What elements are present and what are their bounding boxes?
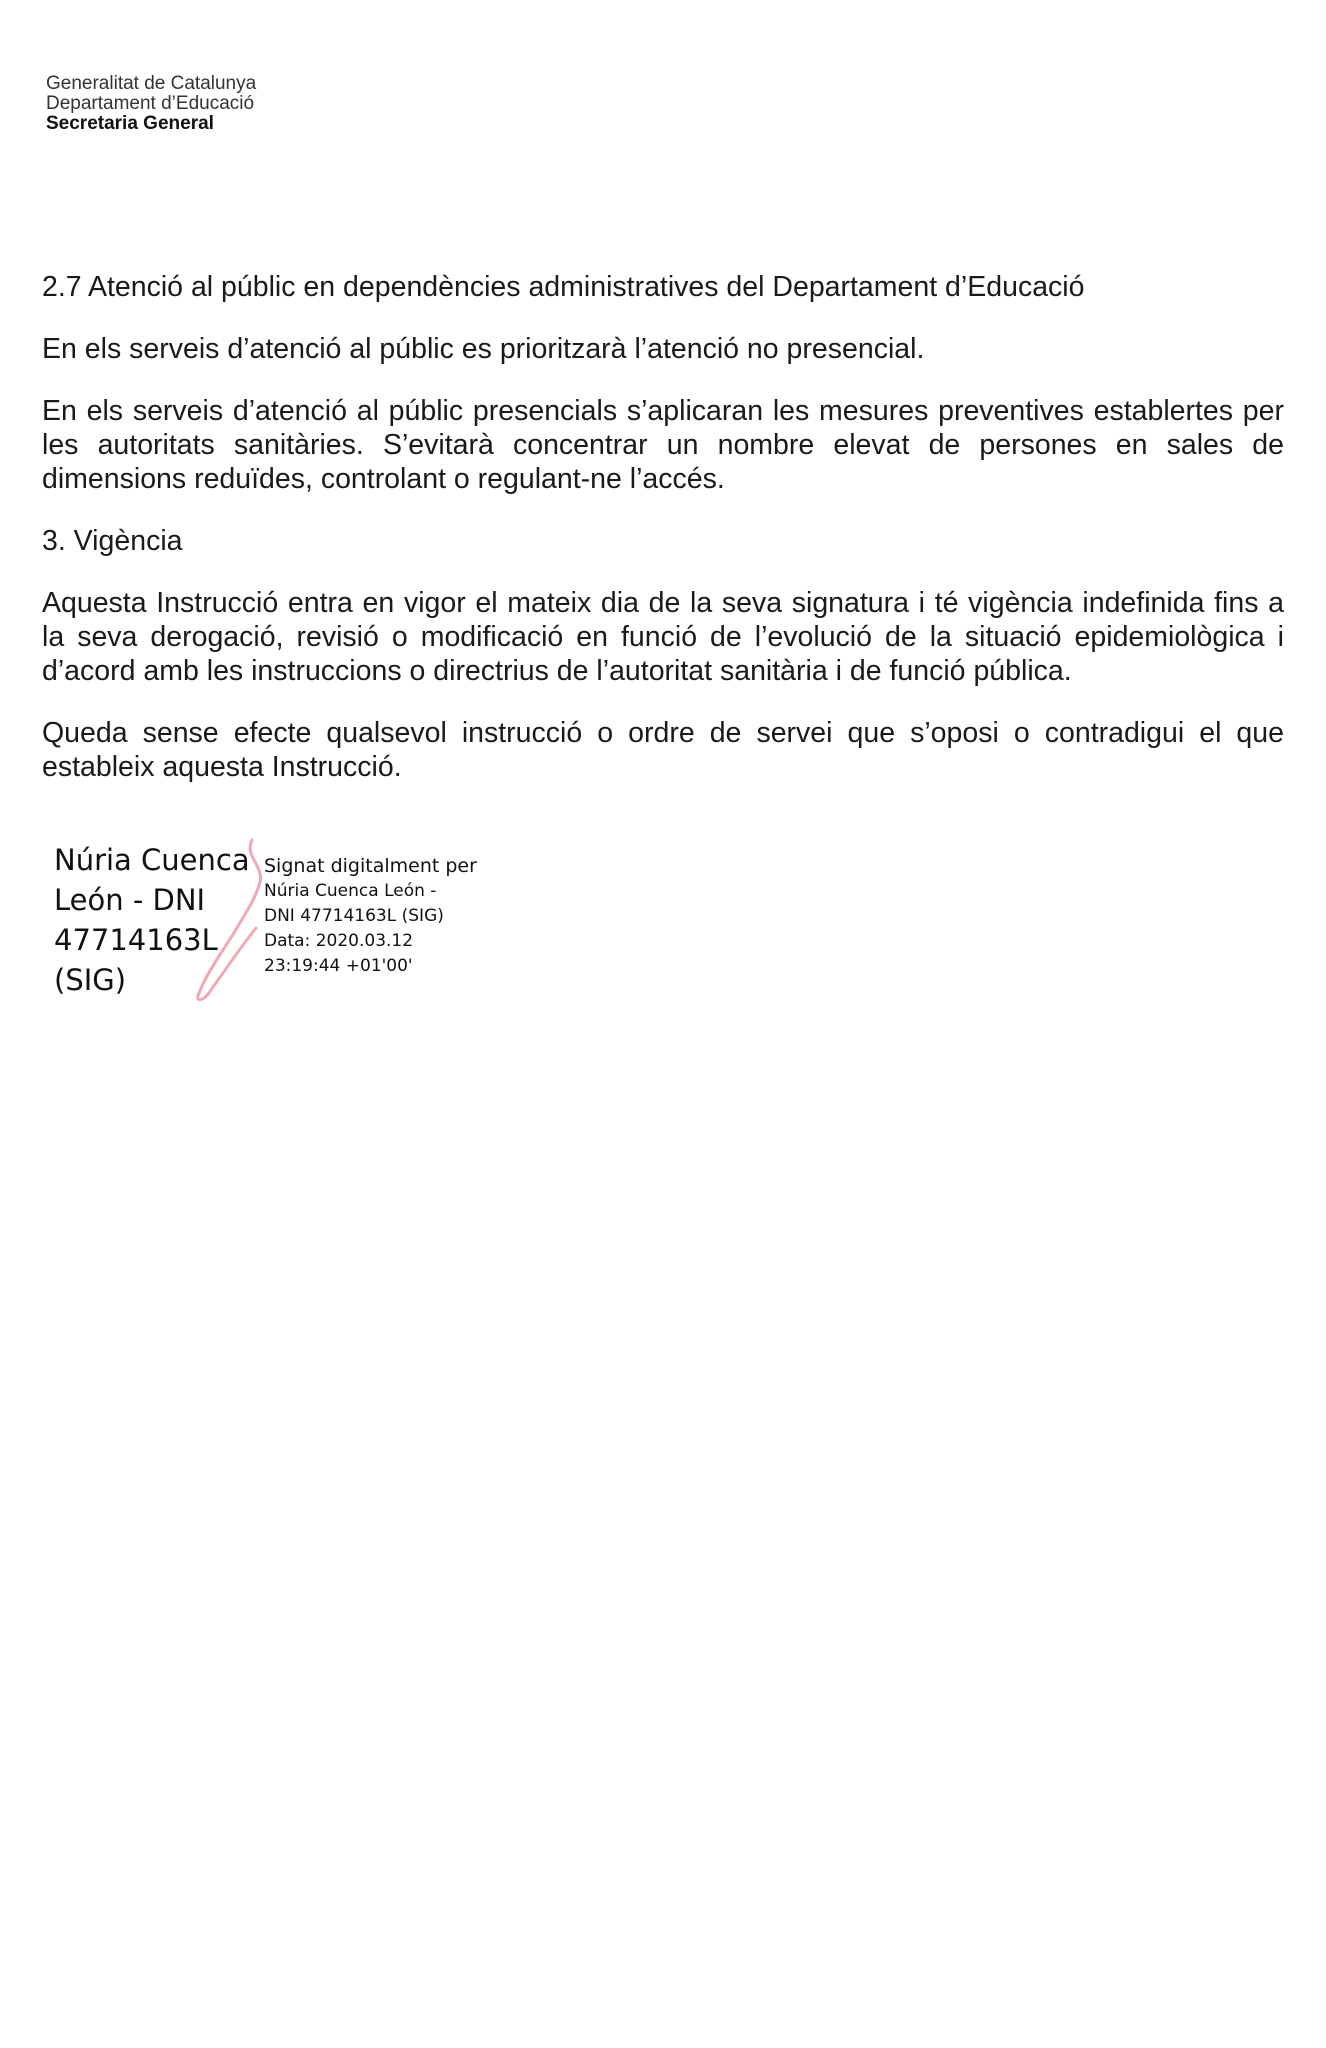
section-3-paragraph-2: Queda sense efecte qualsevol instrucció o ordre de servei que s’oposi o contradigui el que estableix aquesta Instrucció.: [42, 717, 1284, 783]
signature-detail-line: 23:19:44 +01'00': [264, 956, 413, 976]
signature-detail-line: Data: 2020.03.12: [264, 931, 414, 951]
signer-name: [54, 840, 254, 1000]
document-body: [42, 270, 1284, 784]
signer-name-line: León - DNI: [54, 883, 206, 917]
section-3-heading: 3. Vigència: [42, 525, 183, 557]
letterhead: [46, 74, 256, 134]
letterhead-government: Generalitat de Catalunya: [46, 73, 257, 94]
letterhead-department: Departament d’Educació: [46, 93, 255, 114]
section-3-paragraph-1: Aquesta Instrucció entra en vigor el mateix dia de la seva signatura i té vigència indefinida fins a la seva derogació, revisió o modificació en funció de l’evolució de la situació epidemiològica i d’acord amb les instruccions o directrius de l’autoritat sanitària i de funció pública.: [42, 587, 1284, 687]
digital-signature: [54, 840, 514, 1010]
signature-detail-line: DNI 47714163L (SIG): [264, 906, 444, 926]
section-2-7-paragraph-1: En els serveis d’atenció al públic es prioritzarà l’atenció no presencial.: [42, 333, 925, 365]
signer-name-line: Núria Cuenca: [54, 843, 250, 877]
signature-details: [264, 854, 524, 979]
letterhead-secretariat: Secretaria General: [46, 113, 214, 134]
signer-name-line: (SIG): [54, 963, 127, 997]
signer-name-line: 47714163L: [54, 923, 218, 957]
signature-detail-line: Signat digitalment per: [264, 855, 477, 877]
signature-detail-line: Núria Cuenca León -: [264, 881, 437, 901]
section-2-7-paragraph-2: En els serveis d’atenció al públic presencials s’aplicaran les mesures preventives establertes per les autoritats sanitàries. S’evitarà concentrar un nombre elevat de persones en sales de dimensions reduïdes, controlant o regulant-ne l’accés.: [42, 395, 1284, 495]
section-2-7-heading: 2.7 Atenció al públic en dependències administratives del Departament d’Educació: [42, 271, 1085, 303]
